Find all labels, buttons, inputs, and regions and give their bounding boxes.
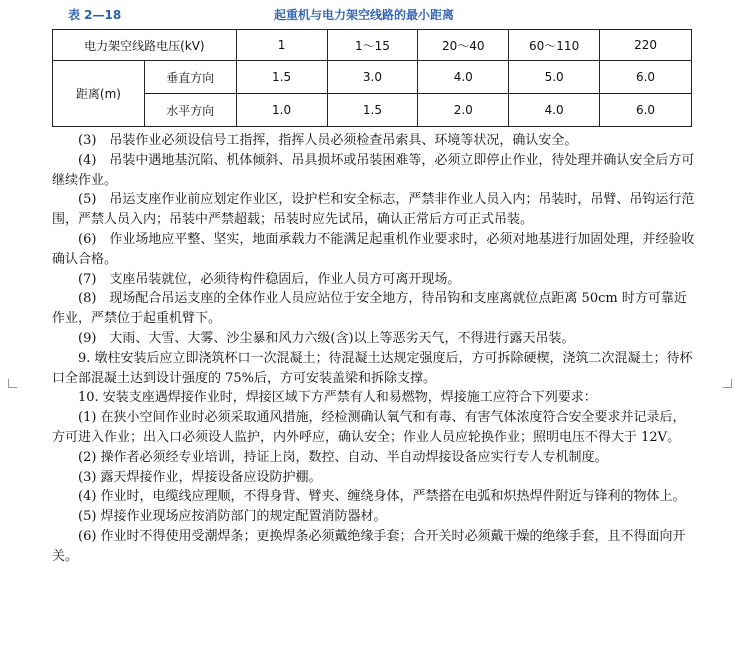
list-item: (3) 露天焊接作业，焊接设备应设防护棚。 [78, 469, 322, 485]
direction-label-cell: 垂直方向 [144, 61, 236, 94]
list-item: (5) 焊接作业现场应按消防部门的规定配置消防器材。 [78, 509, 387, 525]
value-cell: 6.0 [600, 61, 692, 94]
voltage-cell: 1～15 [327, 30, 418, 61]
value-cell: 1.5 [327, 94, 418, 127]
paragraph: (5) 吊运支座作业前应划定作业区，设护栏和安全标志，严禁非作业人员入内；吊装时，吊臂、吊钩运行范围，严禁人员入内；吊装中严禁超载；吊装时应先试吊，确认正常后方可正式吊装。 [52, 192, 695, 228]
paragraph: (7) 支座吊装就位，必须待构件稳固后，作业人员方可离开现场。 [78, 271, 461, 287]
document-body [52, 131, 696, 567]
voltage-cell: 220 [600, 30, 692, 61]
voltage-cell: 20～40 [418, 30, 509, 61]
paragraph: (8) 现场配合吊运支座的全体作业人员应站位于安全地方，待吊钩和支座离就位点距离 50cm 时方可靠近作业，严禁位于起重机臂下。 [52, 291, 687, 327]
voltage-cell: 60～110 [509, 30, 600, 61]
table-row [53, 30, 692, 61]
value-cell: 5.0 [509, 61, 600, 94]
table-row [53, 61, 692, 94]
value-cell: 4.0 [509, 94, 600, 127]
clearance-table [52, 29, 692, 127]
list-item: (4) 作业时，电缆线应理顺，不得身背、臂夹、缠绕身体，严禁搭在电弧和炽热焊件附近与锋利的物体上。 [78, 489, 686, 505]
direction-label-cell: 水平方向 [144, 94, 236, 127]
value-cell: 4.0 [418, 61, 509, 94]
list-item: (6) 作业时不得使用受潮焊条；更换焊条必须戴绝缘手套；合开关时必须戴干燥的绝缘手套，且不得面向开关。 [52, 528, 686, 564]
value-cell: 1.0 [236, 94, 327, 127]
value-cell: 3.0 [327, 61, 418, 94]
voltage-header-cell: 电力架空线路电压(kV) [53, 30, 237, 61]
paragraph: 9. 墩柱安装后应立即浇筑杯口一次混凝土；待混凝土达规定强度后，方可拆除硬楔，浇筑二次混凝土；待杯口全部混凝土达到设计强度的 75%后，方可安装盖梁和拆除支撑。 [52, 350, 693, 386]
table-caption [0, 0, 740, 26]
value-cell: 6.0 [600, 94, 692, 127]
paragraph: (4) 吊装中遇地基沉陷、机体倾斜、吊具损坏或吊装困难等，必须立即停止作业，待处理并确认安全后方可继续作业。 [52, 152, 695, 188]
list-item: (1) 在狭小空间作业时必须采取通风措施，经检测确认氧气和有毒、有害气体浓度符合安全要求并记录后，方可进入作业；出入口必须设人监护，内外呼应，确认安全；作业人员应轮换作业；照明电压不得大于 12V。 [52, 410, 686, 445]
value-cell: 1.5 [236, 61, 327, 94]
list-item: (2) 操作者必须经专业培训，持证上岗，数控、自动、半自动焊接设备应实行专人专机制度。 [78, 449, 608, 465]
page-break-mark [8, 379, 17, 388]
table-number: 表 2—18 [68, 8, 122, 22]
paragraph: (6) 作业场地应平整、坚实，地面承载力不能满足起重机作业要求时，必须对地基进行加固处理，并经验收确认合格。 [52, 231, 695, 267]
voltage-cell: 1 [236, 30, 327, 61]
paragraph: (9) 大雨、大雪、大雾、沙尘暴和风力六级(含)以上等恶劣天气，不得进行露天吊装。 [78, 330, 575, 346]
paragraph: (3) 吊装作业必须设信号工指挥，指挥人员必须检查吊索具、环境等状况，确认安全。 [78, 133, 578, 148]
paragraph: 10. 安装支座遇焊接作业时，焊接区域下方严禁有人和易燃物，焊接施工应符合下列要求： [78, 390, 597, 406]
page-break-mark [723, 379, 732, 388]
table-row [53, 94, 692, 127]
value-cell: 2.0 [418, 94, 509, 127]
table-title: 起重机与电力架空线路的最小距离 [274, 8, 455, 22]
distance-label-cell: 距离(m) [53, 61, 145, 127]
